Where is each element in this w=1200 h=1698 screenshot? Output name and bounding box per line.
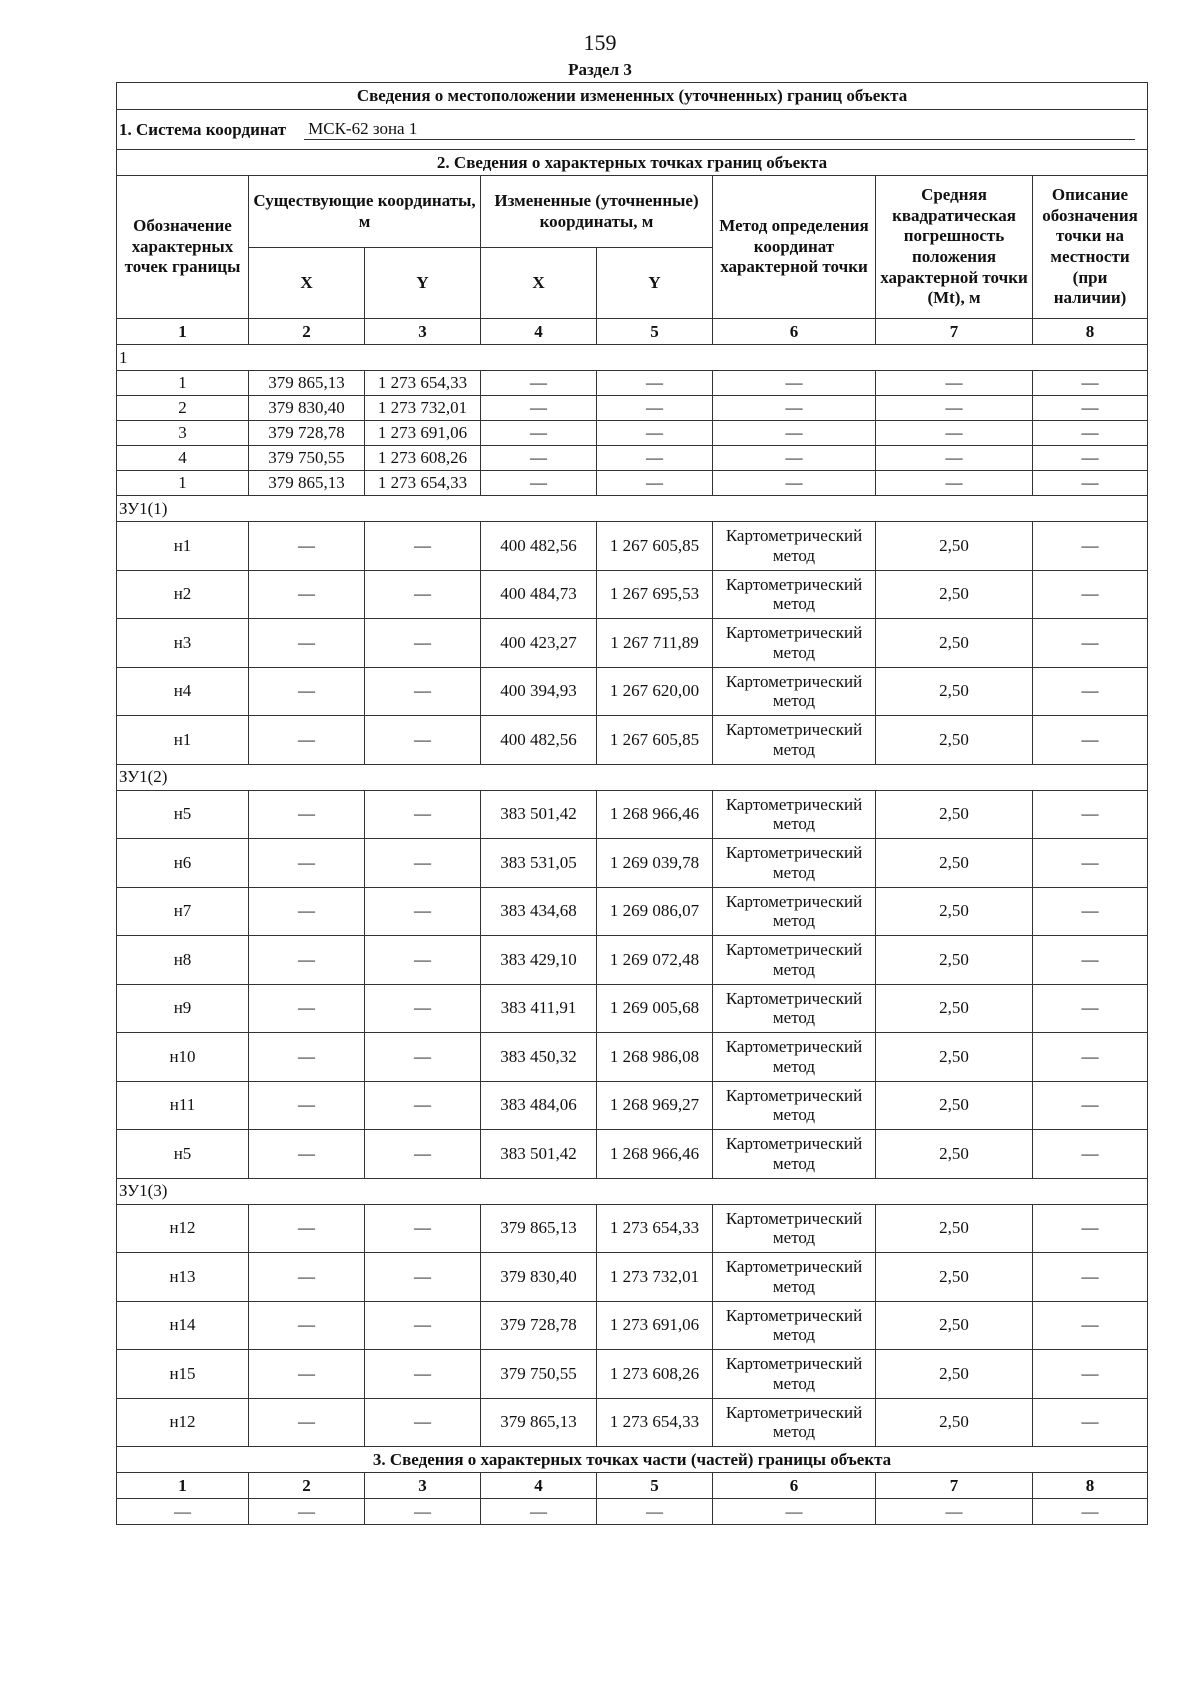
point-name-cell: н6 — [117, 839, 249, 888]
existing-x-cell: — — [249, 1081, 365, 1130]
point-name-cell: 3 — [117, 421, 249, 446]
column-number: 8 — [1033, 1473, 1148, 1499]
section-title: Раздел 3 — [568, 60, 632, 79]
existing-x-cell: 379 750,55 — [249, 446, 365, 471]
group-label-row — [117, 345, 1148, 371]
existing-x-cell: — — [249, 1350, 365, 1399]
method-cell: Картометрический метод — [713, 790, 876, 839]
table-row — [117, 522, 1148, 571]
method-cell: Картометрический метод — [713, 1301, 876, 1350]
method-cell: Картометрический метод — [713, 984, 876, 1033]
point-name-cell: н15 — [117, 1350, 249, 1399]
column-number: 4 — [481, 319, 597, 345]
changed-y-cell: 1 269 039,78 — [597, 839, 713, 888]
existing-x-cell: — — [249, 790, 365, 839]
point-name-cell: н4 — [117, 667, 249, 716]
group-label: ЗУ1(2) — [117, 764, 1148, 790]
header-mean-square-error: Средняя квадратическая погрешность положения характерной точки (Mt), м — [876, 176, 1033, 319]
method-cell: — — [713, 371, 876, 396]
error-mt-cell: — — [876, 421, 1033, 446]
existing-y-cell: — — [365, 1033, 481, 1082]
changed-x-cell: — — [481, 471, 597, 496]
changed-x-cell: 383 501,42 — [481, 1130, 597, 1179]
table-row — [117, 716, 1148, 765]
column-numbers-row — [117, 319, 1148, 345]
description-cell: — — [1033, 1081, 1148, 1130]
description-cell: — — [1033, 421, 1148, 446]
existing-x-cell: 379 865,13 — [249, 471, 365, 496]
existing-y-cell: — — [365, 887, 481, 936]
changed-x-cell: 379 865,13 — [481, 1398, 597, 1447]
group-label-row — [117, 764, 1148, 790]
changed-y-cell: 1 273 732,01 — [597, 1253, 713, 1302]
method-cell: Картометрический метод — [713, 522, 876, 571]
header-existing-coordinates: Существующие координаты, м — [249, 176, 481, 248]
changed-y-cell: 1 268 966,46 — [597, 790, 713, 839]
changed-x-cell: — — [481, 396, 597, 421]
table-row — [117, 1033, 1148, 1082]
changed-y-cell: 1 267 711,89 — [597, 619, 713, 668]
point-name-cell: н1 — [117, 716, 249, 765]
method-cell: Картометрический метод — [713, 1350, 876, 1399]
error-mt-cell: 2,50 — [876, 667, 1033, 716]
parts-cell: — — [597, 1499, 713, 1525]
description-cell: — — [1033, 936, 1148, 985]
boundary-table — [116, 82, 1148, 1525]
point-name-cell: н11 — [117, 1081, 249, 1130]
point-name-cell: 2 — [117, 396, 249, 421]
column-number: 1 — [117, 1473, 249, 1499]
table-row — [117, 619, 1148, 668]
description-cell: — — [1033, 667, 1148, 716]
coordinate-system-value: МСК-62 зона 1 — [304, 119, 1135, 140]
header-changed-x: X — [481, 248, 597, 319]
existing-x-cell: — — [249, 839, 365, 888]
header-existing-x: X — [249, 248, 365, 319]
coordinate-system-label: 1. Система координат — [119, 119, 287, 139]
error-mt-cell: 2,50 — [876, 984, 1033, 1033]
table-row — [117, 1301, 1148, 1350]
changed-x-cell: 400 484,73 — [481, 570, 597, 619]
description-cell: — — [1033, 371, 1148, 396]
changed-y-cell: 1 273 691,06 — [597, 1301, 713, 1350]
error-mt-cell: 2,50 — [876, 1398, 1033, 1447]
column-number: 6 — [713, 1473, 876, 1499]
point-name-cell: н7 — [117, 887, 249, 936]
table-row — [117, 396, 1148, 421]
column-number: 7 — [876, 1473, 1033, 1499]
existing-y-cell: 1 273 608,26 — [365, 446, 481, 471]
method-cell: Картометрический метод — [713, 1033, 876, 1082]
changed-y-cell: 1 267 605,85 — [597, 716, 713, 765]
method-cell: — — [713, 446, 876, 471]
existing-x-cell: — — [249, 1130, 365, 1179]
existing-x-cell: — — [249, 716, 365, 765]
point-name-cell: 1 — [117, 471, 249, 496]
method-cell: Картометрический метод — [713, 1130, 876, 1179]
error-mt-cell: 2,50 — [876, 716, 1033, 765]
column-number: 3 — [365, 319, 481, 345]
error-mt-cell: 2,50 — [876, 1130, 1033, 1179]
method-cell: Картометрический метод — [713, 936, 876, 985]
description-cell: — — [1033, 570, 1148, 619]
existing-x-cell: 379 865,13 — [249, 371, 365, 396]
changed-x-cell: 383 429,10 — [481, 936, 597, 985]
changed-x-cell: 400 423,27 — [481, 619, 597, 668]
parts-cell: — — [876, 1499, 1033, 1525]
error-mt-cell: 2,50 — [876, 936, 1033, 985]
parts-cell: — — [481, 1499, 597, 1525]
existing-x-cell: — — [249, 936, 365, 985]
changed-y-cell: 1 269 005,68 — [597, 984, 713, 1033]
point-name-cell: н5 — [117, 1130, 249, 1179]
description-cell: — — [1033, 1130, 1148, 1179]
changed-y-cell: 1 268 986,08 — [597, 1033, 713, 1082]
changed-x-cell: — — [481, 446, 597, 471]
table-row — [117, 984, 1148, 1033]
description-cell: — — [1033, 984, 1148, 1033]
coordinate-system-row — [117, 110, 1148, 150]
description-cell: — — [1033, 396, 1148, 421]
error-mt-cell: — — [876, 471, 1033, 496]
changed-x-cell: 400 482,56 — [481, 522, 597, 571]
parts-cell: — — [1033, 1499, 1148, 1525]
changed-x-cell: 379 728,78 — [481, 1301, 597, 1350]
point-name-cell: н3 — [117, 619, 249, 668]
point-name-cell: н12 — [117, 1204, 249, 1253]
existing-y-cell: — — [365, 667, 481, 716]
existing-y-cell: — — [365, 570, 481, 619]
changed-y-cell: 1 267 605,85 — [597, 522, 713, 571]
error-mt-cell: 2,50 — [876, 790, 1033, 839]
changed-x-cell: — — [481, 421, 597, 446]
method-cell: Картометрический метод — [713, 619, 876, 668]
error-mt-cell: 2,50 — [876, 887, 1033, 936]
existing-x-cell: 379 728,78 — [249, 421, 365, 446]
existing-y-cell: — — [365, 619, 481, 668]
description-cell: — — [1033, 1033, 1148, 1082]
description-cell: — — [1033, 446, 1148, 471]
table-row — [117, 1081, 1148, 1130]
changed-y-cell: 1 269 086,07 — [597, 887, 713, 936]
existing-y-cell: — — [365, 1130, 481, 1179]
error-mt-cell: 2,50 — [876, 1033, 1033, 1082]
existing-x-cell: — — [249, 984, 365, 1033]
column-number: 1 — [117, 319, 249, 345]
error-mt-cell: 2,50 — [876, 522, 1033, 571]
table-row — [117, 839, 1148, 888]
existing-y-cell: — — [365, 716, 481, 765]
changed-x-cell: 383 411,91 — [481, 984, 597, 1033]
table-row — [117, 667, 1148, 716]
method-cell: Картометрический метод — [713, 1253, 876, 1302]
point-name-cell: н9 — [117, 984, 249, 1033]
parts-cell: — — [713, 1499, 876, 1525]
existing-y-cell: — — [365, 1253, 481, 1302]
header-existing-y: Y — [365, 248, 481, 319]
changed-y-cell: — — [597, 396, 713, 421]
method-cell: Картометрический метод — [713, 1398, 876, 1447]
parts-cell: — — [365, 1499, 481, 1525]
changed-x-cell: 383 484,06 — [481, 1081, 597, 1130]
header-method: Метод определения координат характерной точки — [713, 176, 876, 319]
group-label-row — [117, 496, 1148, 522]
parts-cell: — — [249, 1499, 365, 1525]
header-point-designation: Обозначение характерных точек границы — [117, 176, 249, 319]
method-cell: Картометрический метод — [713, 570, 876, 619]
changed-y-cell: 1 273 608,26 — [597, 1350, 713, 1399]
group-label: ЗУ1(3) — [117, 1178, 1148, 1204]
changed-y-cell: 1 268 966,46 — [597, 1130, 713, 1179]
parts-column-numbers-row — [117, 1473, 1148, 1499]
existing-x-cell: — — [249, 887, 365, 936]
table-row — [117, 371, 1148, 396]
point-name-cell: н10 — [117, 1033, 249, 1082]
description-cell: — — [1033, 471, 1148, 496]
table-row — [117, 471, 1148, 496]
method-cell: Картометрический метод — [713, 1204, 876, 1253]
changed-y-cell: — — [597, 471, 713, 496]
changed-x-cell: 383 434,68 — [481, 887, 597, 936]
changed-x-cell: 400 394,93 — [481, 667, 597, 716]
point-name-cell: 1 — [117, 371, 249, 396]
existing-y-cell: 1 273 732,01 — [365, 396, 481, 421]
changed-x-cell: — — [481, 371, 597, 396]
point-name-cell: н8 — [117, 936, 249, 985]
table-row — [117, 790, 1148, 839]
column-number: 7 — [876, 319, 1033, 345]
existing-x-cell: — — [249, 570, 365, 619]
method-cell: — — [713, 396, 876, 421]
table-row — [117, 446, 1148, 471]
group-label-row — [117, 1178, 1148, 1204]
table-row — [117, 887, 1148, 936]
error-mt-cell: 2,50 — [876, 1350, 1033, 1399]
description-cell: — — [1033, 716, 1148, 765]
existing-x-cell: — — [249, 1033, 365, 1082]
changed-y-cell: — — [597, 421, 713, 446]
table-row — [117, 570, 1148, 619]
column-number: 3 — [365, 1473, 481, 1499]
method-cell: Картометрический метод — [713, 887, 876, 936]
parts-cell: — — [117, 1499, 249, 1525]
existing-y-cell: — — [365, 1398, 481, 1447]
column-number: 6 — [713, 319, 876, 345]
changed-y-cell: — — [597, 446, 713, 471]
error-mt-cell: — — [876, 446, 1033, 471]
description-cell: — — [1033, 1350, 1148, 1399]
changed-x-cell: 383 450,32 — [481, 1033, 597, 1082]
existing-y-cell: — — [365, 839, 481, 888]
changed-y-cell: 1 267 620,00 — [597, 667, 713, 716]
parts-section-title: 3. Сведения о характерных точках части (частей) границы объекта — [117, 1447, 1148, 1473]
changed-x-cell: 400 482,56 — [481, 716, 597, 765]
description-cell: — — [1033, 619, 1148, 668]
description-cell: — — [1033, 1398, 1148, 1447]
header-changed-y: Y — [597, 248, 713, 319]
point-name-cell: н5 — [117, 790, 249, 839]
table-row — [117, 1204, 1148, 1253]
changed-y-cell: 1 273 654,33 — [597, 1204, 713, 1253]
table-row — [117, 936, 1148, 985]
existing-x-cell: 379 830,40 — [249, 396, 365, 421]
column-number: 5 — [597, 1473, 713, 1499]
existing-x-cell: — — [249, 1398, 365, 1447]
group-label: 1 — [117, 345, 1148, 371]
existing-x-cell: — — [249, 619, 365, 668]
column-number: 2 — [249, 1473, 365, 1499]
existing-y-cell: — — [365, 1301, 481, 1350]
description-cell: — — [1033, 1253, 1148, 1302]
existing-y-cell: — — [365, 936, 481, 985]
error-mt-cell: 2,50 — [876, 570, 1033, 619]
description-cell: — — [1033, 522, 1148, 571]
method-cell: Картометрический метод — [713, 839, 876, 888]
changed-y-cell: — — [597, 371, 713, 396]
changed-x-cell: 383 501,42 — [481, 790, 597, 839]
changed-y-cell: 1 273 654,33 — [597, 1398, 713, 1447]
column-number: 2 — [249, 319, 365, 345]
error-mt-cell: 2,50 — [876, 619, 1033, 668]
changed-y-cell: 1 269 072,48 — [597, 936, 713, 985]
changed-x-cell: 383 531,05 — [481, 839, 597, 888]
point-name-cell: н1 — [117, 522, 249, 571]
existing-y-cell: — — [365, 984, 481, 1033]
description-cell: — — [1033, 1301, 1148, 1350]
table-row — [117, 1253, 1148, 1302]
changed-y-cell: 1 267 695,53 — [597, 570, 713, 619]
table-row — [117, 1130, 1148, 1179]
group-label: ЗУ1(1) — [117, 496, 1148, 522]
column-number: 5 — [597, 319, 713, 345]
changed-x-cell: 379 830,40 — [481, 1253, 597, 1302]
method-cell: Картометрический метод — [713, 667, 876, 716]
existing-y-cell: — — [365, 1350, 481, 1399]
point-name-cell: н2 — [117, 570, 249, 619]
parts-data-row — [117, 1499, 1148, 1525]
existing-x-cell: — — [249, 1253, 365, 1302]
point-name-cell: 4 — [117, 446, 249, 471]
description-cell: — — [1033, 1204, 1148, 1253]
changed-x-cell: 379 865,13 — [481, 1204, 597, 1253]
changed-y-cell: 1 268 969,27 — [597, 1081, 713, 1130]
existing-y-cell: — — [365, 1081, 481, 1130]
existing-y-cell: — — [365, 1204, 481, 1253]
error-mt-cell: 2,50 — [876, 1204, 1033, 1253]
description-cell: — — [1033, 790, 1148, 839]
point-name-cell: н13 — [117, 1253, 249, 1302]
point-name-cell: н14 — [117, 1301, 249, 1350]
existing-y-cell: 1 273 691,06 — [365, 421, 481, 446]
error-mt-cell: — — [876, 396, 1033, 421]
page-number: 159 — [583, 30, 617, 55]
existing-x-cell: — — [249, 1204, 365, 1253]
point-name-cell: н12 — [117, 1398, 249, 1447]
header-changed-coordinates: Измененные (уточненные) координаты, м — [481, 176, 713, 248]
table-row — [117, 421, 1148, 446]
header-description: Описание обозначения точки на местности (при наличии) — [1033, 176, 1148, 319]
column-number: 8 — [1033, 319, 1148, 345]
existing-x-cell: — — [249, 522, 365, 571]
method-cell: — — [713, 421, 876, 446]
existing-y-cell: 1 273 654,33 — [365, 371, 481, 396]
error-mt-cell: — — [876, 371, 1033, 396]
error-mt-cell: 2,50 — [876, 1253, 1033, 1302]
method-cell: Картометрический метод — [713, 1081, 876, 1130]
table-row — [117, 1350, 1148, 1399]
description-cell: — — [1033, 839, 1148, 888]
existing-x-cell: — — [249, 1301, 365, 1350]
existing-y-cell: — — [365, 522, 481, 571]
points-section-title: 2. Сведения о характерных точках границ объекта — [117, 150, 1148, 176]
column-number: 4 — [481, 1473, 597, 1499]
method-cell: — — [713, 471, 876, 496]
error-mt-cell: 2,50 — [876, 1301, 1033, 1350]
existing-x-cell: — — [249, 667, 365, 716]
changed-x-cell: 379 750,55 — [481, 1350, 597, 1399]
description-cell: — — [1033, 887, 1148, 936]
existing-y-cell: 1 273 654,33 — [365, 471, 481, 496]
method-cell: Картометрический метод — [713, 716, 876, 765]
table-row — [117, 1398, 1148, 1447]
error-mt-cell: 2,50 — [876, 1081, 1033, 1130]
existing-y-cell: — — [365, 790, 481, 839]
table-title: Сведения о местоположении измененных (уточненных) границ объекта — [117, 83, 1148, 110]
error-mt-cell: 2,50 — [876, 839, 1033, 888]
